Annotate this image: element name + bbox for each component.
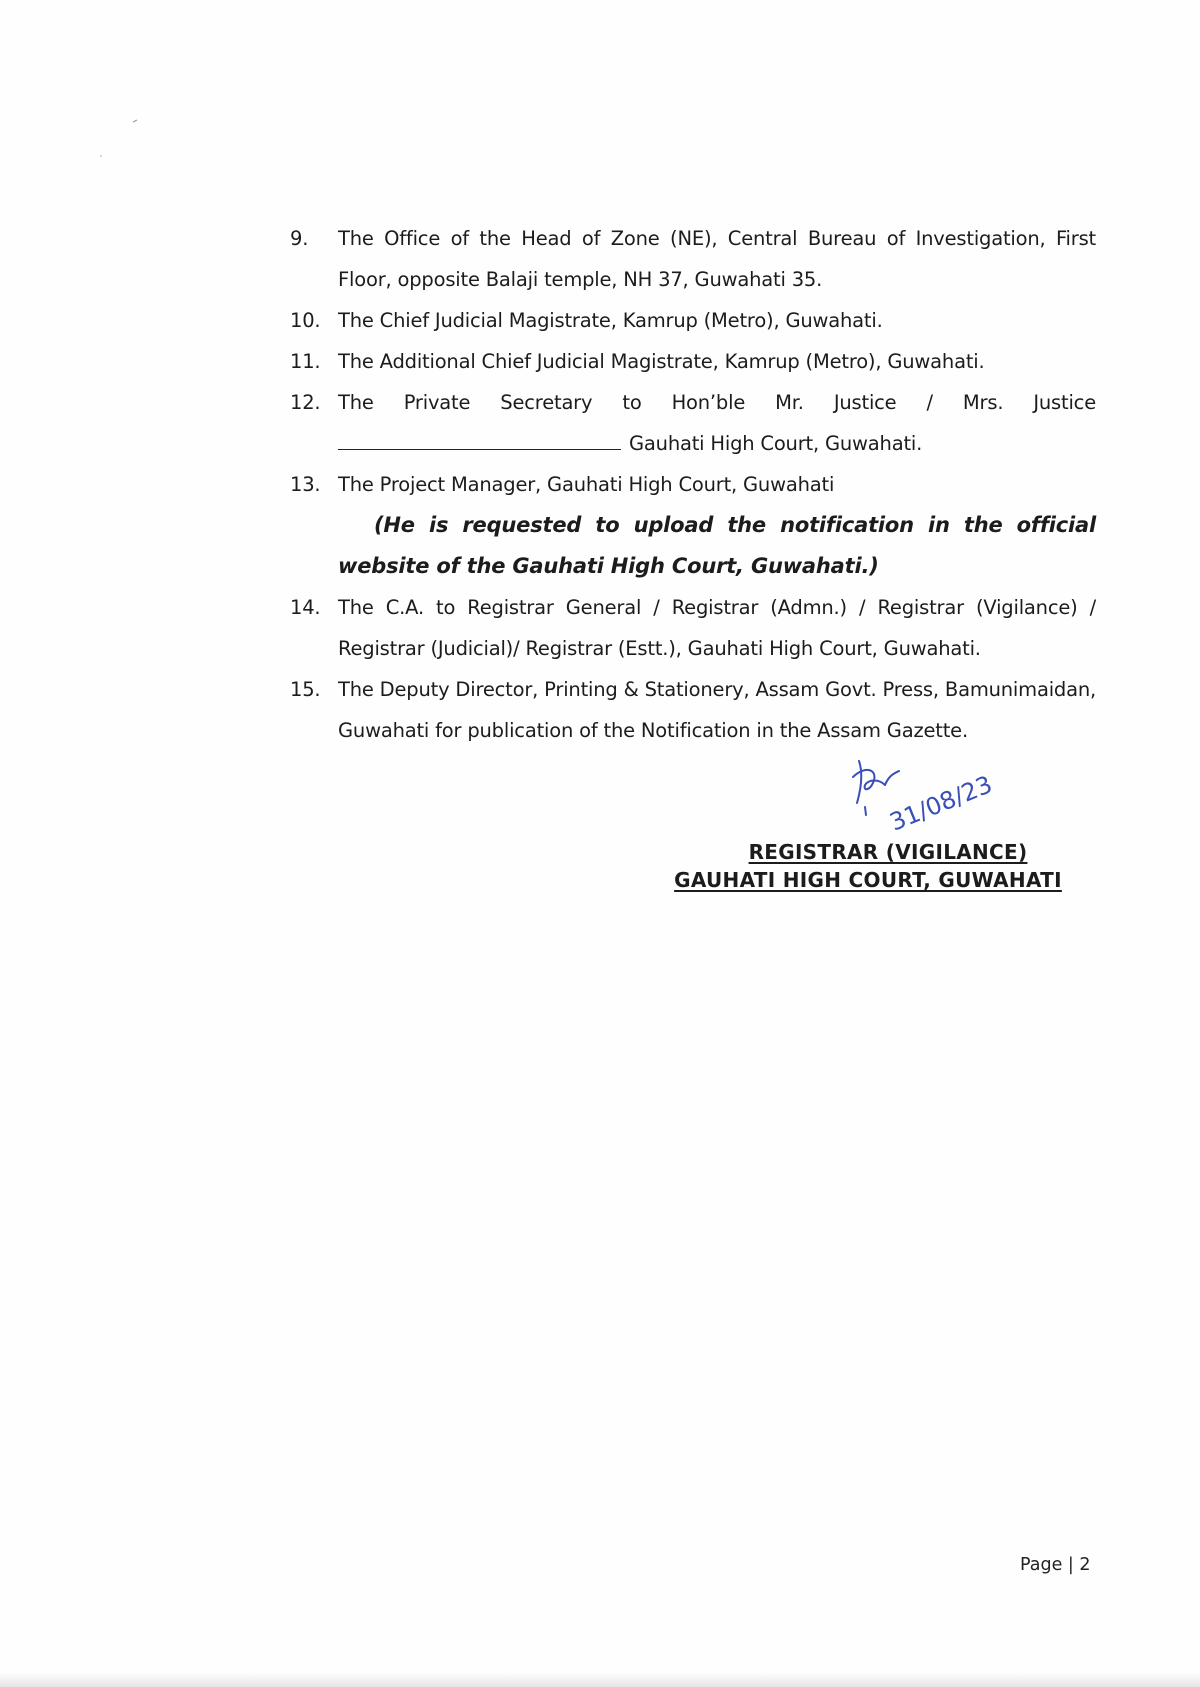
item-number: 14.: [290, 596, 321, 619]
blank-line-row: [338, 423, 1096, 464]
distribution-list: [290, 218, 1096, 751]
signature-date: 31/08/23: [885, 770, 997, 837]
handwritten-signature: [845, 745, 997, 840]
item-text: The C.A. to Registrar General / Registrar (Admn.) / Registrar (Vigilance) / Registrar (Judicial)/ Registrar (Estt.), Gauhati High Court, Guwahati.: [338, 596, 1096, 660]
list-item: [290, 587, 1096, 669]
scan-edge-shade: [0, 1673, 1200, 1687]
item-number: 9.: [290, 227, 309, 250]
item-number: 13.: [290, 473, 321, 496]
upload-note: [290, 505, 1096, 587]
item-text: The Deputy Director, Printing & Stationery, Assam Govt. Press, Bamunimaidan, Guwahati for publication of the Notification in the Assam Gazette.: [338, 678, 1096, 742]
list-item: [290, 464, 1096, 505]
page-number: Page | 2: [1020, 1555, 1091, 1575]
list-item: [290, 218, 1096, 300]
item-text: The Additional Chief Judicial Magistrate, Kamrup (Metro), Guwahati.: [338, 350, 985, 373]
item-number: 12.: [290, 391, 321, 414]
item-number: 10.: [290, 309, 321, 332]
list-item: [290, 382, 1096, 464]
note-line2: website of the Gauhati High Court, Guwahati.): [338, 554, 879, 578]
item-text-line1: The Private Secretary to Hon’ble Mr. Justice / Mrs. Justice: [338, 391, 1096, 414]
item-number: 15.: [290, 678, 321, 701]
item-text: The Office of the Head of Zone (NE), Central Bureau of Investigation, First Floor, opposite Balaji temple, NH 37, Guwahati 35.: [338, 227, 1096, 291]
signatory-title: REGISTRAR (VIGILANCE): [748, 840, 1028, 864]
item-text-line2: Gauhati High Court, Guwahati.: [629, 432, 923, 455]
signatory-office: GAUHATI HIGH COURT, GUWAHATI: [674, 868, 1062, 892]
blank-fill-line: [338, 427, 621, 450]
item-number: 11.: [290, 350, 321, 373]
item-text: The Chief Judicial Magistrate, Kamrup (Metro), Guwahati.: [338, 309, 883, 332]
note-line1: (He is requested to upload the notification in the official: [374, 513, 1096, 537]
list-item: [290, 341, 1096, 382]
signatory-block: [640, 838, 1096, 894]
list-item: [290, 300, 1096, 341]
list-item: [290, 669, 1096, 751]
item-text: The Project Manager, Gauhati High Court, Guwahati: [338, 473, 835, 496]
scan-specks: [95, 118, 145, 168]
